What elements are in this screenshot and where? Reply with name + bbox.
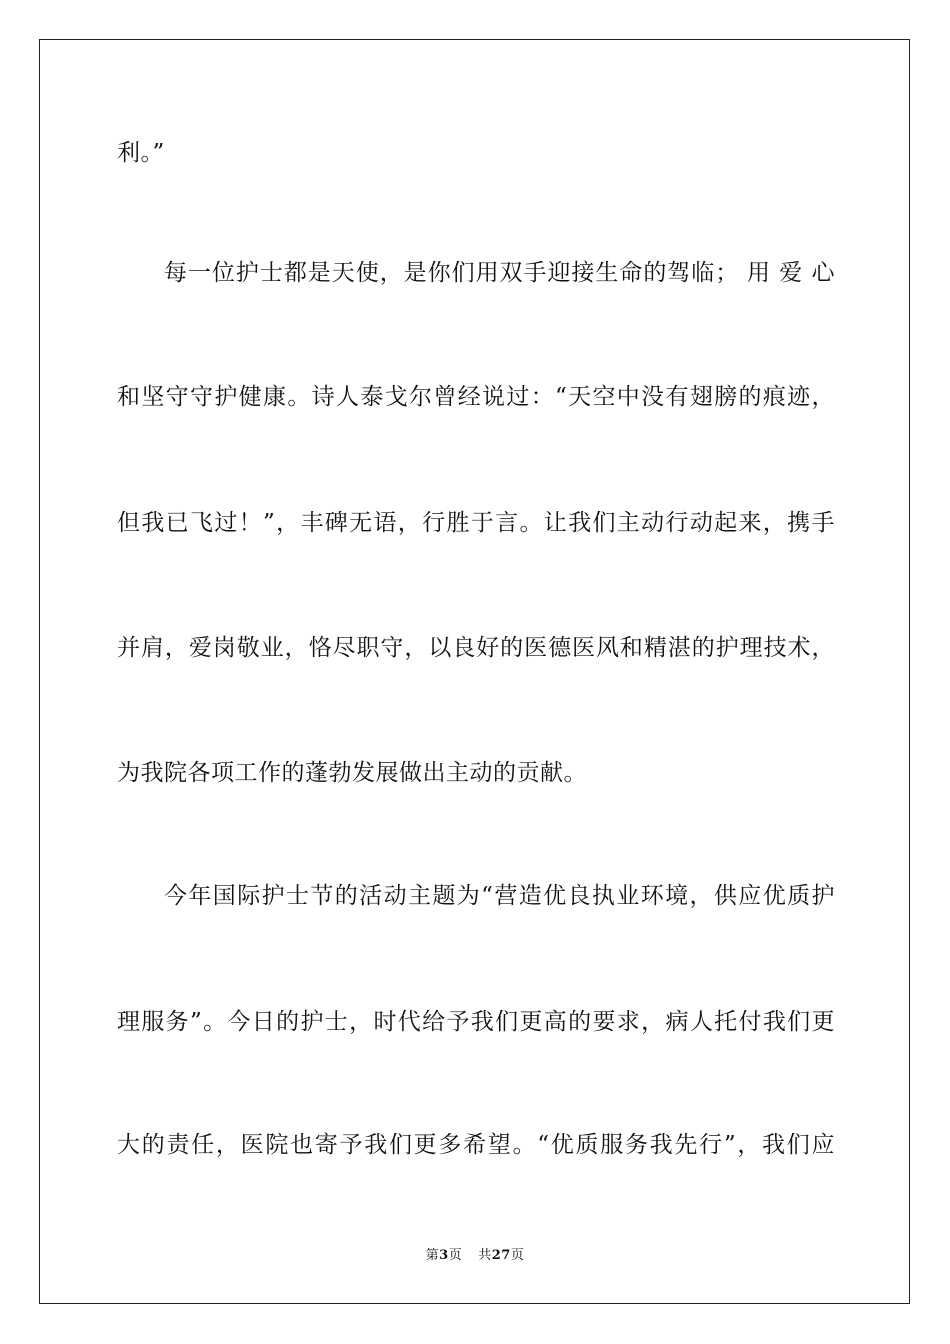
text-line-9: 大的责任，医院也寄予我们更多希望。“优质服务我先行”，我们应 bbox=[117, 1132, 835, 1158]
text-line-6: 为我院各项工作的蓬勃发展做出主动的贡献。 bbox=[117, 760, 587, 786]
text-line-7: 今年国际护士节的活动主题为“营造优良执业环境，供应优质护 bbox=[164, 883, 835, 909]
text-line-5: 并肩，爱岗敬业，恪尽职守，以良好的医德医风和精湛的护理技术， bbox=[117, 635, 835, 661]
text-line-4: 但我已飞过！”，丰碑无语，行胜于言。让我们主动行动起来，携手 bbox=[117, 510, 835, 536]
page-footer bbox=[0, 1247, 950, 1265]
page-prefix: 第 bbox=[425, 1248, 440, 1263]
text-line-1: 利。” bbox=[117, 140, 165, 166]
page-border bbox=[39, 39, 910, 1304]
text-line-8: 理服务”。今日的护士，时代给予我们更高的要求，病人托付我们更 bbox=[117, 1009, 835, 1035]
text-line-2: 每一位护士都是天使，是你们用双手迎接生命的驾临； 用 爱 心 bbox=[164, 260, 835, 286]
total-suffix: 页 bbox=[510, 1248, 525, 1263]
total-pages: 27 bbox=[491, 1248, 511, 1263]
page-suffix: 页 bbox=[448, 1248, 463, 1263]
page-number: 3 bbox=[439, 1248, 449, 1263]
text-line-3: 和坚守守护健康。诗人泰戈尔曾经说过：“天空中没有翅膀的痕迹， bbox=[117, 384, 835, 410]
total-prefix: 共 bbox=[478, 1248, 492, 1263]
